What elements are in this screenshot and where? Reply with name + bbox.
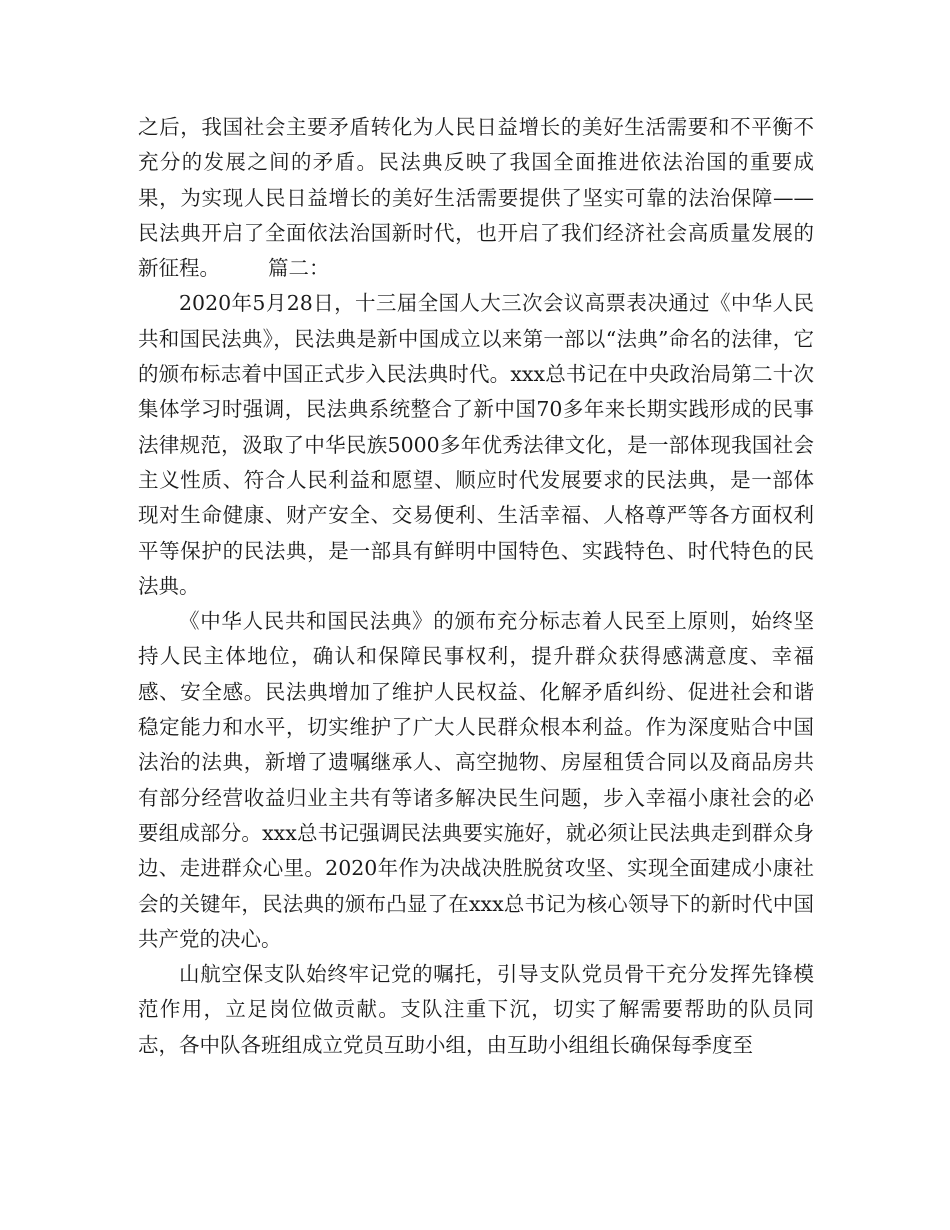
document-body [138, 110, 814, 1063]
section-marker: 篇二： [268, 256, 330, 281]
paragraph-text: 山航空保支队始终牢记党的嘱托，引导支队党员骨干充分发挥先锋模范作用，立足岗位做贡献。支队注重下沉，切实了解需要帮助的队员同志，各中队各班组成立党员互助小组，由互助小组组长确保每季度至 [138, 962, 814, 1057]
paragraph-text: 之后，我国社会主要矛盾转化为人民日益增长的美好生活需要和不平衡不充分的发展之间的矛盾。民法典反映了我国全面推进依法治国的重要成果，为实现人民日益增长的美好生活需要提供了坚实可靠的法治保障——民法典开启了全面依法治国新时代，也开启了我们经济社会高质量发展的新征程。 [138, 115, 814, 281]
paragraph-continuation [138, 110, 814, 286]
paragraph [138, 604, 814, 957]
paragraph [138, 957, 814, 1063]
paragraph [138, 286, 814, 604]
paragraph-text: 《中华人民共和国民法典》的颁布充分标志着人民至上原则，始终坚持人民主体地位，确认和保障民事权利，提升群众获得感满意度、幸福感、安全感。民法典增加了维护人民权益、化解矛盾纠纷、促进社会和谐稳定能力和水平，切实维护了广大人民群众根本利益。作为深度贴合中国法治的法典，新增了遗嘱继承人、高空抛物、房屋租赁合同以及商品房共有部分经营收益归业主共有等诸多解决民生问题，步入幸福小康社会的必要组成部分。xxx总书记强调民法典要实施好，就必须让民法典走到群众身边、走进群众心里。2020年作为决战决胜脱贫攻坚、实现全面建成小康社会的关键年，民法典的颁布凸显了在xxx总书记为核心领导下的新时代中国共产党的决心。 [138, 609, 814, 951]
paragraph-text: 2020年5月28日，十三届全国人大三次会议高票表决通过《中华人民共和国民法典》，民法典是新中国成立以来第一部以“法典”命名的法律，它的颁布标志着中国正式步入民法典时代。xxx总书记在中央政治局第二十次集体学习时强调，民法典系统整合了新中国70多年来长期实践形成的民事法律规范，汲取了中华民族5000多年优秀法律文化，是一部体现我国社会主义性质、符合人民利益和愿望、顺应时代发展要求的民法典，是一部体现对生命健康、财产安全、交易便利、生活幸福、人格尊严等各方面权利平等保护的民法典，是一部具有鲜明中国特色、实践特色、时代特色的民法典。 [138, 291, 814, 598]
